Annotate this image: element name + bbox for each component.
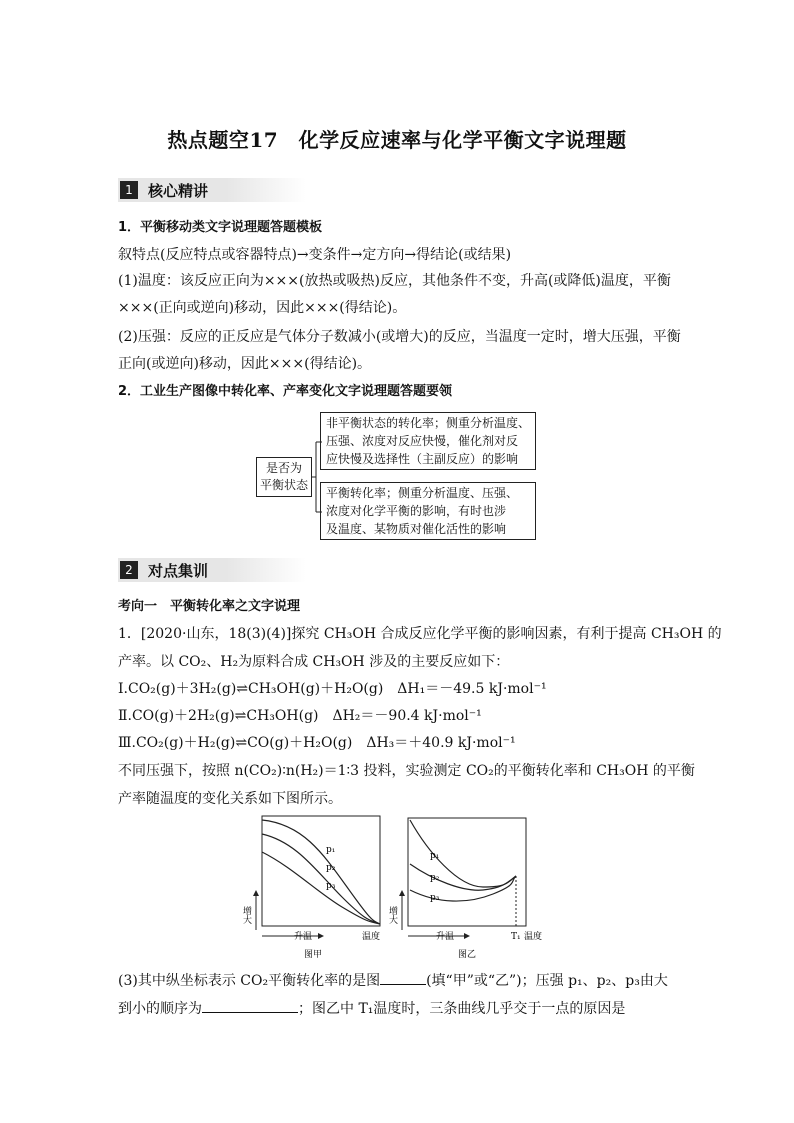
ylabel: 增大 xyxy=(387,906,397,924)
question-line: 产率随温度的变化关系如下图所示。 xyxy=(118,791,342,807)
caption: 图甲 xyxy=(304,950,323,960)
question-3-line-1 xyxy=(118,970,668,991)
curve-p3 xyxy=(262,852,380,924)
curve-p2 xyxy=(410,864,516,890)
question-text: ；图乙中 T₁温度时，三条曲线几乎交于一点的原因是 xyxy=(298,1001,626,1017)
diagram-bottom-box xyxy=(320,482,536,540)
question-text: 到小的顺序为 xyxy=(118,1001,202,1017)
text-line: 正向(或逆向)移动，因此×××(得结论)。 xyxy=(118,356,372,372)
text-line: (1)温度：该反应正向为×××(放热或吸热)反应，其他条件不变，升高(或降低)温度，平衡 xyxy=(118,273,671,289)
diagram-center-line: 平衡状态 xyxy=(259,478,308,492)
xlabel-1: 升温 xyxy=(294,932,313,942)
curve-p1 xyxy=(262,820,380,924)
label-p2: p₂ xyxy=(326,863,336,873)
caption: 图乙 xyxy=(458,950,477,960)
section-label: 对点集训 xyxy=(148,562,209,580)
question-line: 不同压强下，按照 n(CO₂)∶n(H₂)＝1∶3 投料，实验测定 CO₂的平衡转化率和 CH₃OH 的平衡 xyxy=(118,763,695,779)
curve-p2 xyxy=(262,834,380,924)
label-p1: p₁ xyxy=(430,851,440,861)
text-line: (2)压强：反应的正反应是气体分子数减小(或增大)的反应，当温度一定时，增大压强，平衡 xyxy=(118,329,681,345)
figure-yi xyxy=(387,812,558,962)
section-label: 核心精讲 xyxy=(148,182,209,200)
question-text: (3)其中纵坐标表示 CO₂平衡转化率的是图 xyxy=(118,973,381,989)
arrow-up-icon xyxy=(399,890,405,896)
arrow-up-icon xyxy=(253,890,259,896)
diagram-text: 浓度对化学平衡的影响，有时也涉 xyxy=(326,504,507,518)
diagram-text: 及温度、某物质对催化活性的影响 xyxy=(326,522,507,536)
answer-blank[interactable] xyxy=(380,970,426,985)
diagram-top-box xyxy=(320,412,536,470)
diagram-text: 压强、浓度对反应快慢，催化剂对反 xyxy=(326,434,519,448)
diagram-text: 应快慢及选择性（主副反应）的影响 xyxy=(326,452,519,466)
answer-blank[interactable] xyxy=(202,998,298,1013)
diagram-text: 非平衡状态的转化率；侧重分析温度、 xyxy=(326,416,531,430)
question-line: 1．[2020·山东，18(3)(4)]探究 CH₃OH 合成反应化学平衡的影响因素，有利于提高 CH₃OH 的 xyxy=(118,626,722,642)
label-p1: p₁ xyxy=(326,845,336,855)
label-p2: p₂ xyxy=(430,873,440,883)
brace-diagram xyxy=(256,412,540,540)
curve-p1 xyxy=(410,820,516,887)
label-p3: p₃ xyxy=(430,893,440,903)
label-p3: p₃ xyxy=(326,881,336,891)
question-3-line-2 xyxy=(118,998,625,1019)
reaction-3: Ⅲ.CO₂(g)＋H₂(g)⇌CO(g)＋H₂O(g) ΔH₃＝＋40.9 kJ·mol⁻¹ xyxy=(118,735,516,751)
section-header-practice xyxy=(118,558,318,582)
section-number: 2 xyxy=(120,561,138,579)
diagram-text: 平衡转化率；侧重分析温度、压强、 xyxy=(326,486,519,500)
xlabel-2: 温度 xyxy=(524,932,543,942)
question-text: (填“甲”或“乙”)；压强 p₁、p₂、p₃由大 xyxy=(426,973,668,989)
section-header-core xyxy=(118,178,318,202)
section-number: 1 xyxy=(120,181,138,199)
diagram-center-box xyxy=(256,457,312,497)
ylabel: 增大 xyxy=(241,906,251,924)
arrow-right-icon xyxy=(464,933,470,939)
diagram-center-line: 是否为 xyxy=(265,461,302,475)
arrow-right-icon xyxy=(318,933,324,939)
question-line: 产率。以 CO₂、H₂为原料合成 CH₃OH 涉及的主要反应如下： xyxy=(118,654,510,670)
figure-jia xyxy=(242,812,392,962)
t1-label: T₁ xyxy=(511,932,521,942)
xlabel-1: 升温 xyxy=(436,932,455,942)
heading-2: 2．工业生产图像中转化率、产率变化文字说理题答题要领 xyxy=(118,384,453,399)
heading-1: 1．平衡移动类文字说理题答题模板 xyxy=(118,220,323,235)
text-line: ×××(正向或逆向)移动，因此×××(得结论)。 xyxy=(118,300,407,316)
text-line: 叙特点(反应特点或容器特点)→变条件→定方向→得结论(或结果) xyxy=(118,247,512,263)
reaction-1: Ⅰ.CO₂(g)＋3H₂(g)⇌CH₃OH(g)＋H₂O(g) ΔH₁＝－49.5 kJ·mol⁻¹ xyxy=(118,681,547,697)
reaction-2: Ⅱ.CO(g)＋2H₂(g)⇌CH₃OH(g) ΔH₂＝－90.4 kJ·mol⁻¹ xyxy=(118,708,482,724)
xlabel-2: 温度 xyxy=(362,932,381,942)
page-title: 热点题空17 化学反应速率与化学平衡文字说理题 xyxy=(167,128,627,152)
topic-heading: 考向一 平衡转化率之文字说理 xyxy=(118,599,301,614)
